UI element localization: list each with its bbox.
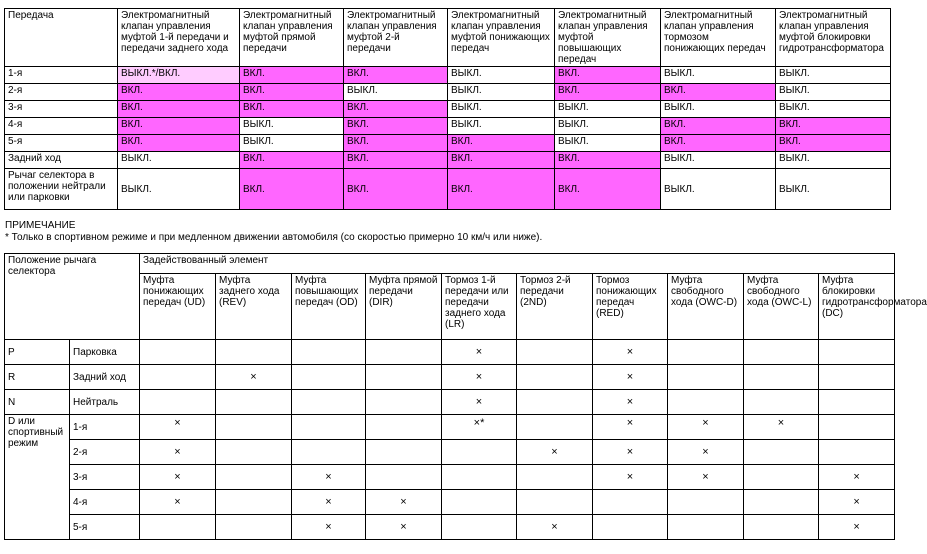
solenoid-cell: ВКЛ. <box>240 101 344 118</box>
solenoid-cell: ВКЛ. <box>344 101 448 118</box>
solenoid-cell: ВКЛ. <box>118 135 240 152</box>
solenoid-cell: ВКЛ. <box>661 118 776 135</box>
engagement-mark <box>442 515 517 540</box>
element-header-dir: Муфта прямой передачи (DIR) <box>366 274 442 340</box>
engagement-mark: × <box>593 465 668 490</box>
engagement-mark: × <box>140 440 216 465</box>
solenoid-cell: ВЫКЛ.*/ВКЛ. <box>118 67 240 84</box>
engagement-group-row <box>5 254 895 274</box>
element-group-header: Задействованный элемент <box>140 254 895 274</box>
solenoid-cell: ВЫКЛ. <box>661 67 776 84</box>
engagement-mark: × <box>668 440 744 465</box>
solenoid-cell: ВЫКЛ. <box>555 118 661 135</box>
drive-gear-name: 1-я <box>70 415 140 440</box>
engagement-mark <box>744 515 819 540</box>
solenoid-cell: ВЫКЛ. <box>118 169 240 210</box>
note-title: ПРИМЕЧАНИЕ <box>5 220 76 231</box>
engagement-mark <box>140 365 216 390</box>
engagement-mark <box>442 440 517 465</box>
solenoid-row-label: 5-я <box>5 135 118 152</box>
engagement-mark: × <box>216 365 292 390</box>
engagement-mark <box>517 490 593 515</box>
note-block <box>5 220 542 244</box>
engagement-mark <box>292 440 366 465</box>
engagement-mark <box>819 365 895 390</box>
element-header-dc: Муфта блокировки гидротрансформатора (DC) <box>819 274 895 340</box>
element-header-owc-d: Муфта свободного хода (OWC-D) <box>668 274 744 340</box>
position-code: R <box>5 365 70 390</box>
engagement-mark <box>216 465 292 490</box>
engagement-mark: × <box>517 515 593 540</box>
engagement-mark <box>593 490 668 515</box>
engagement-mark <box>744 340 819 365</box>
solenoid-cell: ВЫКЛ. <box>240 135 344 152</box>
solenoid-cell: ВКЛ. <box>448 152 555 169</box>
solenoid-cell: ВКЛ. <box>776 135 891 152</box>
solenoid-cell: ВКЛ. <box>555 152 661 169</box>
solenoid-cell: ВКЛ. <box>344 135 448 152</box>
solenoid-header-reduction-brake: Электромагнитный клапан управления тормозом понижающих передач <box>661 9 776 67</box>
solenoid-cell: ВКЛ. <box>661 135 776 152</box>
solenoid-cell: ВЫКЛ. <box>776 84 891 101</box>
solenoid-row-label: Задний ход <box>5 152 118 169</box>
solenoid-valve-table <box>4 8 891 210</box>
solenoid-cell: ВКЛ. <box>661 84 776 101</box>
drive-gear-name: 5-я <box>70 515 140 540</box>
solenoid-row-label: 3-я <box>5 101 118 118</box>
solenoid-cell: ВКЛ. <box>448 135 555 152</box>
engagement-mark <box>216 515 292 540</box>
engagement-mark <box>517 340 593 365</box>
solenoid-cell: ВКЛ. <box>118 101 240 118</box>
engagement-mark <box>668 490 744 515</box>
engagement-mark: × <box>668 415 744 440</box>
solenoid-header-direct: Электромагнитный клапан управления муфтой прямой передачи <box>240 9 344 67</box>
solenoid-cell: ВКЛ. <box>344 118 448 135</box>
engagement-mark <box>366 340 442 365</box>
engagement-mark <box>292 340 366 365</box>
engagement-mark <box>216 390 292 415</box>
solenoid-row-label: 4-я <box>5 118 118 135</box>
engagement-mark: × <box>593 365 668 390</box>
solenoid-cell: ВЫКЛ. <box>776 169 891 210</box>
solenoid-cell: ВЫКЛ. <box>344 84 448 101</box>
gear-column-header: Передача <box>5 9 118 67</box>
drive-gear-name: 2-я <box>70 440 140 465</box>
position-row-n <box>5 390 895 415</box>
engagement-mark: × <box>819 490 895 515</box>
solenoid-row-4th <box>5 118 891 135</box>
solenoid-cell: ВЫКЛ. <box>776 67 891 84</box>
engagement-mark: × <box>668 465 744 490</box>
drive-row-4th <box>5 490 895 515</box>
engagement-mark <box>593 515 668 540</box>
engagement-mark <box>140 340 216 365</box>
solenoid-header-2nd: Электромагнитный клапан управления муфтой 2-й передачи <box>344 9 448 67</box>
engagement-mark <box>140 515 216 540</box>
engagement-mark <box>366 465 442 490</box>
solenoid-cell: ВЫКЛ. <box>555 135 661 152</box>
engagement-mark: × <box>140 415 216 440</box>
solenoid-header-overdrive: Электромагнитный клапан управления муфтой повышающих передач <box>555 9 661 67</box>
position-name: Парковка <box>70 340 140 365</box>
engagement-mark: × <box>292 515 366 540</box>
engagement-mark <box>819 340 895 365</box>
element-header-red: Тормоз понижающих передач (RED) <box>593 274 668 340</box>
solenoid-cell: ВКЛ. <box>240 67 344 84</box>
engagement-mark <box>668 390 744 415</box>
engagement-mark <box>517 390 593 415</box>
engagement-mark <box>366 415 442 440</box>
solenoid-row-1st <box>5 67 891 84</box>
solenoid-cell: ВЫКЛ. <box>448 67 555 84</box>
solenoid-row-reverse <box>5 152 891 169</box>
engagement-mark: × <box>442 365 517 390</box>
engagement-mark <box>819 415 895 440</box>
drive-gear-name: 4-я <box>70 490 140 515</box>
solenoid-header-1st-rev: Электромагнитный клапан управления муфтой 1-й передачи и передачи заднего хода <box>118 9 240 67</box>
position-code: P <box>5 340 70 365</box>
engagement-mark <box>819 440 895 465</box>
solenoid-row-label: Рычаг селектора в положении нейтрали или парковки <box>5 169 118 210</box>
solenoid-row-2nd <box>5 84 891 101</box>
element-header-2nd: Тормоз 2-й передачи (2ND) <box>517 274 593 340</box>
solenoid-cell: ВКЛ. <box>555 169 661 210</box>
solenoid-cell: ВЫКЛ. <box>240 118 344 135</box>
engagement-mark: × <box>517 440 593 465</box>
solenoid-cell: ВЫКЛ. <box>555 101 661 118</box>
element-header-ud: Муфта понижающих передач (UD) <box>140 274 216 340</box>
engagement-mark: × <box>366 490 442 515</box>
solenoid-header-lockup: Электромагнитный клапан управления муфтой блокировки гидротрансформатора <box>776 9 891 67</box>
engagement-mark: × <box>442 340 517 365</box>
element-header-od: Муфта повышающих передач (OD) <box>292 274 366 340</box>
solenoid-row-5th <box>5 135 891 152</box>
solenoid-cell: ВКЛ. <box>118 84 240 101</box>
position-header: Положение рычага селектора <box>5 254 140 340</box>
engagement-mark <box>744 365 819 390</box>
engagement-mark: × <box>593 440 668 465</box>
solenoid-cell: ВКЛ. <box>240 152 344 169</box>
engagement-mark <box>668 365 744 390</box>
engagement-mark <box>216 415 292 440</box>
engagement-mark <box>216 490 292 515</box>
engagement-mark <box>819 390 895 415</box>
engagement-mark <box>216 340 292 365</box>
engagement-mark: × <box>593 390 668 415</box>
position-row-p <box>5 340 895 365</box>
engagement-mark: × <box>819 465 895 490</box>
solenoid-cell: ВЫКЛ. <box>661 101 776 118</box>
engagement-mark: ×* <box>442 415 517 440</box>
engagement-mark: × <box>593 340 668 365</box>
engagement-mark: × <box>292 490 366 515</box>
engagement-mark: × <box>593 415 668 440</box>
engagement-mark <box>442 490 517 515</box>
solenoid-row-neutral-park <box>5 169 891 210</box>
engagement-mark: × <box>442 390 517 415</box>
solenoid-cell: ВКЛ. <box>344 169 448 210</box>
engagement-mark <box>668 515 744 540</box>
engagement-mark <box>140 390 216 415</box>
engagement-mark <box>744 390 819 415</box>
engagement-mark <box>744 465 819 490</box>
solenoid-cell: ВЫКЛ. <box>776 101 891 118</box>
drive-gear-name: 3-я <box>70 465 140 490</box>
solenoid-cell: ВКЛ. <box>555 67 661 84</box>
drive-row-3rd <box>5 465 895 490</box>
engagement-mark: × <box>140 465 216 490</box>
engagement-mark <box>366 440 442 465</box>
engagement-mark: × <box>819 515 895 540</box>
engagement-mark <box>366 390 442 415</box>
position-code: N <box>5 390 70 415</box>
element-header-rev: Муфта заднего хода (REV) <box>216 274 292 340</box>
solenoid-cell: ВКЛ. <box>344 67 448 84</box>
position-name: Задний ход <box>70 365 140 390</box>
solenoid-cell: ВЫКЛ. <box>448 118 555 135</box>
solenoid-cell: ВКЛ. <box>240 84 344 101</box>
engagement-mark <box>668 340 744 365</box>
engagement-mark <box>517 365 593 390</box>
position-name: Нейтраль <box>70 390 140 415</box>
engagement-mark: × <box>366 515 442 540</box>
engagement-mark <box>517 415 593 440</box>
drive-row-2nd <box>5 440 895 465</box>
note-text: * Только в спортивном режиме и при медленном движении автомобиля (со скоростью примерно 10 км/ч или ниже). <box>5 232 543 243</box>
drive-row-5th <box>5 515 895 540</box>
solenoid-cell: ВЫКЛ. <box>118 152 240 169</box>
drive-row-1st <box>5 415 895 440</box>
engagement-mark: × <box>744 415 819 440</box>
engagement-mark <box>442 465 517 490</box>
engagement-mark <box>366 365 442 390</box>
drive-position-code: D или спортивный режим <box>5 415 70 540</box>
engagement-table <box>4 253 927 540</box>
solenoid-cell: ВКЛ. <box>344 152 448 169</box>
solenoid-cell: ВКЛ. <box>118 118 240 135</box>
position-row-r <box>5 365 895 390</box>
engagement-mark <box>517 465 593 490</box>
solenoid-cell: ВЫКЛ. <box>776 152 891 169</box>
solenoid-cell: ВКЛ. <box>776 118 891 135</box>
engagement-mark <box>292 365 366 390</box>
solenoid-cell: ВКЛ. <box>555 84 661 101</box>
engagement-mark <box>292 415 366 440</box>
solenoid-cell: ВКЛ. <box>240 169 344 210</box>
solenoid-row-3rd <box>5 101 891 118</box>
solenoid-header-underdrive: Электромагнитный клапан управления муфтой понижающих передач <box>448 9 555 67</box>
solenoid-row-label: 1-я <box>5 67 118 84</box>
solenoid-cell: ВЫКЛ. <box>448 84 555 101</box>
solenoid-cell: ВЫКЛ. <box>661 152 776 169</box>
solenoid-cell: ВКЛ. <box>448 169 555 210</box>
engagement-mark <box>216 440 292 465</box>
engagement-mark <box>744 490 819 515</box>
solenoid-cell: ВЫКЛ. <box>448 101 555 118</box>
solenoid-header-row <box>5 9 891 67</box>
engagement-mark <box>292 390 366 415</box>
solenoid-cell: ВЫКЛ. <box>661 169 776 210</box>
element-header-lr: Тормоз 1-й передачи или передачи заднего хода (LR) <box>442 274 517 340</box>
engagement-mark: × <box>140 490 216 515</box>
engagement-mark: × <box>292 465 366 490</box>
solenoid-row-label: 2-я <box>5 84 118 101</box>
element-header-owc-l: Муфта свободного хода (OWC-L) <box>744 274 819 340</box>
engagement-mark <box>744 440 819 465</box>
